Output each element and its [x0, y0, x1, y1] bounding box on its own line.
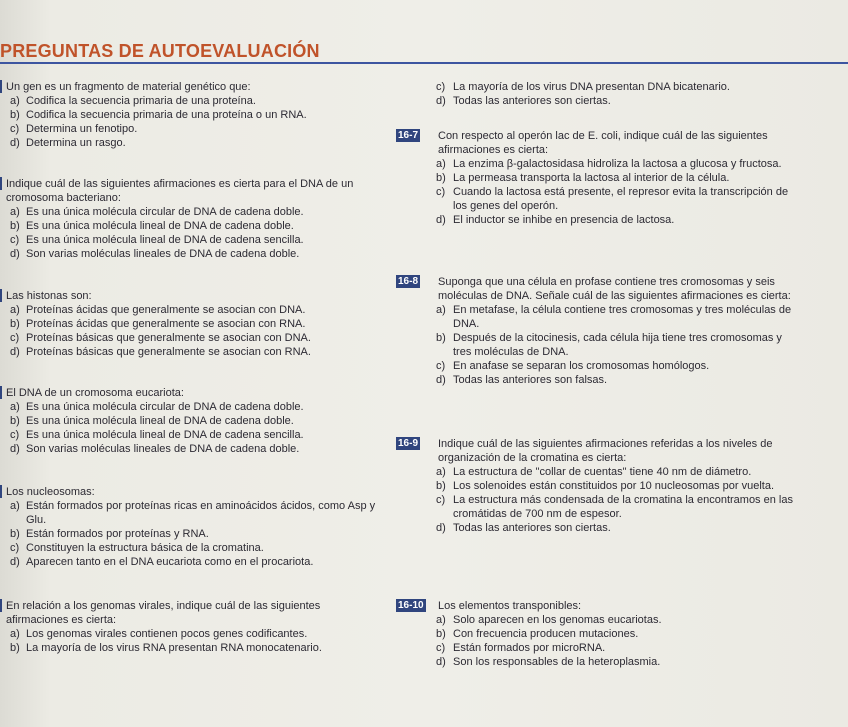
question-16-2 [0, 177, 380, 261]
option-d: d) Son varias moléculas lineales de DNA de cadena doble. [10, 443, 300, 455]
option-c: c) En anafase se separan los cromosomas homólogos. [436, 360, 710, 372]
option-a: a) Es una única molécula circular de DNA de cadena doble. [10, 401, 304, 413]
question-number-badge: 16-10 [398, 600, 424, 611]
question-16-1 [0, 80, 380, 150]
option-d: d) Determina un rasgo. [10, 137, 126, 149]
question-stem: 16-10 Los elementos transponibles: [398, 600, 582, 612]
question-number-marker [0, 485, 2, 498]
question-number-marker [0, 80, 2, 93]
option-d: d) El inductor se inhibe en presencia de lactosa. [436, 214, 675, 226]
option-d: d) Son los responsables de la heteroplasmia. [436, 656, 661, 668]
option-d: d) Son varias moléculas lineales de DNA de cadena doble. [10, 248, 300, 260]
question-number-marker [0, 289, 2, 302]
question-stem: Las histonas son: [6, 290, 92, 302]
question-number-badge: 16-9 [398, 438, 419, 449]
option-a: a) Es una única molécula circular de DNA de cadena doble. [10, 206, 304, 218]
question-16-9 [398, 437, 800, 535]
option-a: a) Solo aparecen en los genomas eucariotas. [436, 614, 662, 626]
option-a: a) La enzima β-galactosidasa hidroliza la lactosa a glucosa y fructosa. [436, 158, 782, 170]
question-number-badge: 16-7 [398, 130, 419, 141]
question-stem: 16-8 Suponga que una célula en profase contiene tres cromosomas y seis moléculas de DNA. Señale cuál de las siguientes afirmaciones es cierta: [398, 276, 791, 302]
option-b: b) Con frecuencia producen mutaciones. [436, 628, 639, 640]
question-number-badge: 16-8 [398, 276, 419, 287]
question-number-marker [0, 386, 2, 399]
option-a: a) Están formados por proteínas ricas en aminoácidos ácidos, como Asp y Glu. [10, 500, 376, 526]
option-c: c) Es una única molécula lineal de DNA de cadena sencilla. [10, 429, 304, 441]
option-b: b) Están formados por proteínas y RNA. [10, 528, 209, 540]
option-b: b) Los solenoides están constituidos por 10 nucleosomas por vuelta. [436, 480, 775, 492]
option-b: b) Proteínas ácidas que generalmente se asocian con RNA. [10, 318, 306, 330]
question-16-10 [398, 599, 800, 669]
option-d: d) Todas las anteriores son falsas. [436, 374, 608, 386]
question-16-8 [398, 275, 800, 387]
option-a: a) Los genomas virales contienen pocos genes codificantes. [10, 628, 308, 640]
question-stem: Un gen es un fragmento de material genético que: [6, 81, 251, 93]
option-c: c) La mayoría de los virus DNA presentan DNA bicatenario. [436, 81, 730, 93]
option-b: b) Después de la citocinesis, cada célula hija tiene tres cromosomas y tres moléculas de DNA. [436, 332, 782, 358]
question-stem: 16-7 Con respecto al operón lac de E. coli, indique cuál de las siguientes afirmaciones es cierta: [398, 130, 768, 156]
option-d: d) Todas las anteriores son ciertas. [436, 522, 611, 534]
title-divider [0, 62, 848, 64]
question-16-4 [0, 386, 380, 456]
question-number-marker [0, 599, 2, 612]
option-c: c) La estructura más condensada de la cromatina la encontramos en las cromátidas de 700 nm de espesor. [436, 494, 793, 520]
option-c: c) Es una única molécula lineal de DNA de cadena sencilla. [10, 234, 304, 246]
option-a: a) En metafase, la célula contiene tres cromosomas y tres moléculas de DNA. [436, 304, 792, 330]
option-c: c) Cuando la lactosa está presente, el represor evita la transcripción de los genes del operón. [436, 186, 789, 212]
option-c: c) Determina un fenotipo. [10, 123, 138, 135]
question-stem: Los nucleosomas: [6, 486, 95, 498]
option-b: b) Es una única molécula lineal de DNA de cadena doble. [10, 220, 294, 232]
question-16-7 [398, 129, 800, 227]
question-number-marker [0, 177, 2, 190]
option-c: c) Proteínas básicas que generalmente se asocian con DNA. [10, 332, 311, 344]
option-c: c) Están formados por microRNA. [436, 642, 606, 654]
option-c: c) Constituyen la estructura básica de la cromatina. [10, 542, 264, 554]
section-title: PREGUNTAS DE AUTOEVALUACIÓN [0, 41, 320, 61]
option-b: b) La mayoría de los virus RNA presentan RNA monocatenario. [10, 642, 322, 654]
option-d: d) Aparecen tanto en el DNA eucariota como en el procariota. [10, 556, 314, 568]
option-a: a) Proteínas ácidas que generalmente se asocian con DNA. [10, 304, 306, 316]
question-stem: El DNA de un cromosoma eucariota: [6, 387, 184, 399]
option-a: a) La estructura de "collar de cuentas" tiene 40 nm de diámetro. [436, 466, 752, 478]
option-b: b) Es una única molécula lineal de DNA de cadena doble. [10, 415, 294, 427]
question-stem: 16-9 Indique cuál de las siguientes afirmaciones referidas a los niveles de organización de la cromatina es cierta: [398, 438, 773, 464]
question-16-6 [0, 599, 380, 655]
option-a: a) Codifica la secuencia primaria de una proteína. [10, 95, 256, 107]
option-b: b) La permeasa transporta la lactosa al interior de la célula. [436, 172, 730, 184]
option-d: d) Proteínas básicas que generalmente se asocian con RNA. [10, 346, 311, 358]
question-16-5 [0, 485, 380, 569]
question-stem: En relación a los genomas virales, indique cuál de las siguientes afirmaciones es cierta: [6, 600, 321, 626]
option-d: d) Todas las anteriores son ciertas. [436, 95, 611, 107]
question-16-3 [0, 289, 380, 359]
option-b: b) Codifica la secuencia primaria de una proteína o un RNA. [10, 109, 307, 121]
question-16-6-continued [408, 80, 800, 108]
question-stem: Indique cuál de las siguientes afirmaciones es cierta para el DNA de un cromosoma bacteriano: [6, 178, 354, 204]
